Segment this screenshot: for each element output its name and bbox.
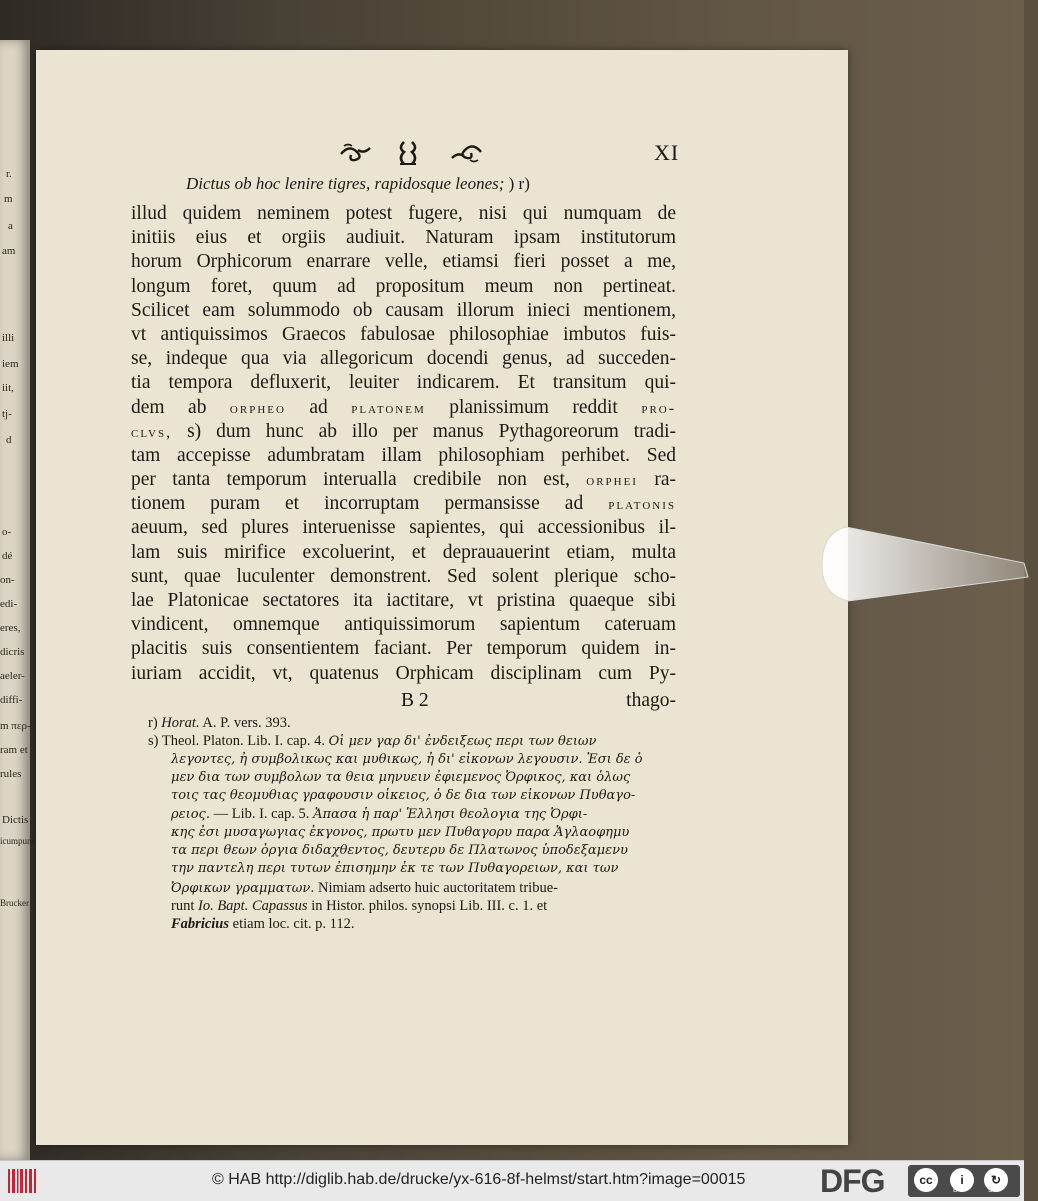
left-fragment: iit, xyxy=(2,382,14,394)
footnote-s-line xyxy=(148,897,688,915)
footnote-s-line: τα περι θεων ὀργια διδαχθεντος, δευτερυ δε Πλατωνος ὑποδεξαμενυ xyxy=(171,843,628,859)
footnote-greek: Ὀρφικων γραμματων. xyxy=(171,880,315,896)
footnote-s-line: την παντελη περι τυτων ἐπισημην ἐκ τε των Πυθαγορειων, και των xyxy=(171,861,619,877)
cc-license-badge[interactable] xyxy=(908,1165,1020,1197)
text-line: tia tempora defluxerit, leuiter indicarem. Et transitum qui- xyxy=(131,372,676,394)
footnote-s-line xyxy=(148,732,688,750)
text-line: Scilicet eam solummodo ob causam illorum inieci mentionem, xyxy=(131,299,676,321)
footnote-greek: Ἀπασα ἡ παρ' Ἑλλησι θεολογια της Ὀρφι- xyxy=(313,807,588,823)
text-line xyxy=(131,396,676,420)
left-fragment: on- xyxy=(0,574,15,586)
text-line xyxy=(131,492,676,516)
left-fragment: tj- xyxy=(2,408,12,420)
left-fragment: Dictis xyxy=(2,814,29,826)
left-fragment: dé xyxy=(2,550,13,562)
text-line xyxy=(131,420,676,444)
text-line: aeuum, sed plures interuenisse sapientes, qui accessionibus il- xyxy=(131,517,676,539)
left-fragment: aeler- xyxy=(0,670,25,682)
verse-line xyxy=(186,174,530,194)
dfg-logo: DFG xyxy=(820,1163,885,1199)
left-fragment: icumpum xyxy=(0,836,34,846)
viewer-footer xyxy=(0,1160,1024,1201)
left-fragment: d xyxy=(6,434,12,446)
footnote-mark: r) xyxy=(148,715,158,731)
footnote-r xyxy=(148,714,688,732)
footnote-mark: s) xyxy=(148,733,159,750)
footnote-s-line: μεν δια των συμβολων τα θεια μηνυειν ἐφιεμενος Ὀρφικος, και ὁλως xyxy=(171,769,631,785)
text-line: vindicent, omnemque antiquissimorum sapientum cateruam xyxy=(131,614,676,636)
text-line: iuriam accidit, vt, quatenus Orphicam disciplinam cum Py- xyxy=(131,662,676,684)
left-fragment: o- xyxy=(2,526,12,538)
left-fragment: m περ- xyxy=(0,720,31,732)
text-line: horum Orphicorum enarrare velle, etiamsi fieri posset a me, xyxy=(131,251,676,273)
name-platonis: platonis xyxy=(608,496,676,514)
catchword: thago- xyxy=(626,690,676,711)
left-fragment: m xyxy=(4,193,13,205)
printers-ornament xyxy=(336,138,486,168)
footnote-s-line xyxy=(148,915,688,933)
footnote-name: Io. Bapt. Capassus xyxy=(197,897,308,914)
left-fragment: ram et xyxy=(0,744,28,756)
footnote-text: — Lib. I. cap. 5. xyxy=(213,806,310,823)
left-fragment: diffi- xyxy=(0,694,23,706)
text-line: lam suis mirifice excoluerint, et deprauauerint etiam, multa xyxy=(131,541,676,563)
footnote-name: Fabricius xyxy=(171,916,230,933)
line-fragment: ad xyxy=(309,396,328,418)
footnote-text: Nimiam adserto huic auctoritatem tribue- xyxy=(317,879,558,896)
line-fragment: s) dum hunc ab illo per manus Pythagoreorum tradi- xyxy=(187,420,676,442)
main-text-block xyxy=(131,202,676,686)
cc-by-label: BY xyxy=(953,1187,965,1194)
footnote-greek: Οἱ μεν γαρ δι' ἐνδειξεως περι των θειων xyxy=(328,734,597,750)
line-fragment: tionem puram et incorruptam permansisse ad xyxy=(131,493,584,515)
book-page xyxy=(36,50,848,1145)
footnote-author: Horat. xyxy=(161,715,200,731)
line-fragment: per tanta temporum interualla credibile non est, xyxy=(131,469,570,491)
scanner-light-reflection xyxy=(818,515,1038,615)
footnote-s-line: λεγοντες, ἠ συμβολικως και μυθικως, ἠ δι' εἰκονων λεγουσιν. Ἐσι δε ὁ xyxy=(171,751,643,767)
text-line: tam accepisse adumbratam illam philosophiam perhibet. Sed xyxy=(131,444,676,466)
line-fragment: planissimum reddit xyxy=(449,396,618,418)
footnote-text: in Histor. philos. synopsi Lib. III. c. 1. et xyxy=(311,897,548,914)
signature-row xyxy=(131,690,676,712)
left-fragment: am xyxy=(2,245,16,257)
attribution-icon: i xyxy=(950,1168,974,1192)
left-fragment: iem xyxy=(2,358,19,370)
footnote-text: etiam loc. cit. p. 112. xyxy=(232,916,355,933)
name-platonem: platonem xyxy=(351,399,426,417)
footnote-s-line: κης ἐσι μυσαγωγιας ἐκγονος, πρωτυ μεν Πυθαγορυ παρα Ἀγλαοφημυ xyxy=(171,824,630,840)
source-link[interactable]: © HAB http://diglib.hab.de/drucke/yx-616-8f-helmst/start.htm?image=00015 xyxy=(212,1171,746,1188)
share-alike-icon: ↻ xyxy=(984,1168,1008,1192)
previous-page-edge xyxy=(0,40,34,1160)
text-line: initiis eius et orgiis audiuit. Naturam ipsam institutorum xyxy=(131,227,676,249)
text-line: sunt, quae luculenter demonstrent. Sed solent plerique scho- xyxy=(131,565,676,587)
footnote-s-line: τοις τας θεομυθιας γραφουσιν οἰκειος, ὁ δε δια των εἰκονων Πυθαγο- xyxy=(171,788,636,804)
cc-sa-label: SA xyxy=(988,1187,1000,1194)
text-line: vt antiquissimos Graecos fabulosae philosophiae imbutos fuis- xyxy=(131,323,676,345)
footnote-s-line xyxy=(148,805,688,823)
text-line: longum foret, quum ad propositum meum non pertineat. xyxy=(131,275,676,297)
left-fragment: Brucker xyxy=(0,898,29,908)
name-orphei: orphei xyxy=(586,472,638,490)
cc-icon: cc xyxy=(914,1168,938,1192)
left-fragment: edi- xyxy=(0,598,18,610)
footnote-text: runt xyxy=(171,897,195,914)
left-fragment: rules xyxy=(0,768,22,780)
name-orpheo: orpheo xyxy=(229,399,286,417)
footnote-s-line xyxy=(148,879,688,897)
page-number: XI xyxy=(654,140,680,165)
left-fragment: dicris xyxy=(0,646,25,658)
name-proclus-part1: pro- xyxy=(641,399,677,417)
left-fragment: eres, xyxy=(0,622,21,634)
left-fragment: illi xyxy=(2,332,15,344)
name-proclus-part2: clvs, xyxy=(131,423,173,441)
footnote-text: Theol. Platon. Lib. I. cap. 4. xyxy=(161,733,325,750)
left-fragment: r. xyxy=(6,168,12,180)
line-fragment: ra- xyxy=(654,469,677,491)
text-line: lae Platonicae sectatores ita iactitare, vt pristina quaeque sibi xyxy=(131,590,676,611)
line-fragment: dem ab xyxy=(131,396,207,418)
text-line: illud quidem neminem potest fugere, nisi qui numquam de xyxy=(131,203,676,224)
footnote-text: A. P. vers. 393. xyxy=(202,715,291,731)
text-line: se, indeque qua via allegoricum docendi genus, ad succeden- xyxy=(131,348,676,370)
signature-mark: B 2 xyxy=(401,690,429,711)
footnotes xyxy=(148,714,688,934)
verse-footnote-ref: ) r) xyxy=(508,174,530,193)
text-line: placitis suis consentientem faciant. Per temporum quidem in- xyxy=(131,638,676,660)
footnote-greek: ρειος. xyxy=(171,807,210,823)
verse-text: Dictus ob hoc lenire tigres, rapidosque leones; xyxy=(186,174,505,193)
text-line xyxy=(131,468,676,492)
barcode-icon xyxy=(8,1167,38,1195)
left-fragment: a xyxy=(8,220,13,232)
